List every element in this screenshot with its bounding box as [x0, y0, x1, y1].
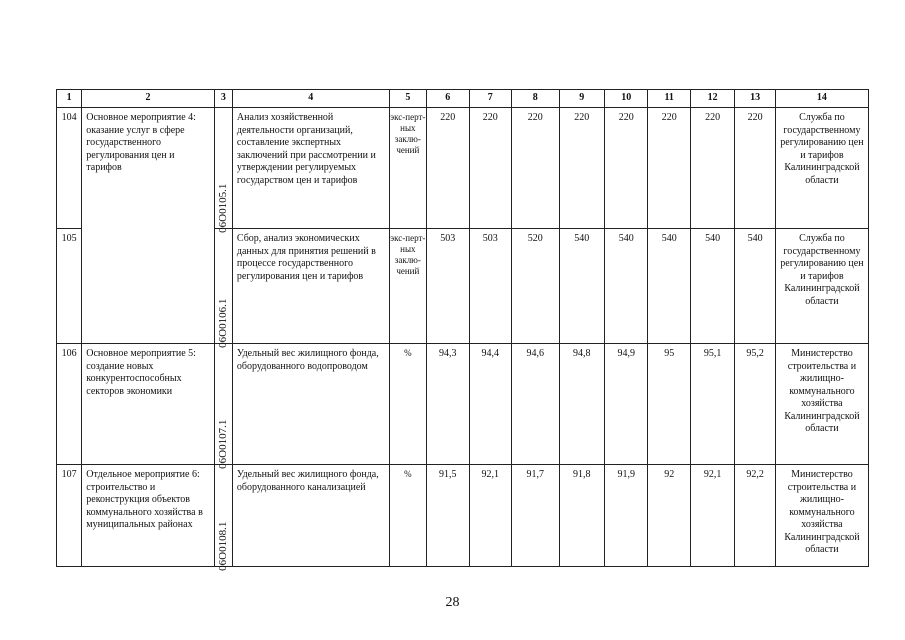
- column-number: 5: [389, 90, 426, 108]
- column-number-row: [57, 90, 869, 108]
- value-cell: 220: [605, 108, 648, 229]
- event-code-cell: [214, 465, 232, 571]
- executor: Министерство строительства и жилищно-коммунального хозяйства Калининградской области: [775, 465, 868, 567]
- event-code: 06O0105.1: [217, 183, 230, 233]
- unit: %: [389, 465, 426, 567]
- value-cell: 94,6: [511, 344, 559, 465]
- column-number: 14: [775, 90, 868, 108]
- event-code-cell: [214, 229, 232, 348]
- value-cell: 91,5: [427, 465, 469, 567]
- event-code-cell: [214, 108, 232, 233]
- table-row: [57, 465, 869, 567]
- program-indicators-table: [56, 89, 869, 571]
- row-number: 107: [57, 465, 82, 567]
- event-code: 06O0106.1: [217, 298, 230, 348]
- executor: Служба по государственному регулированию цен и тарифов Калининградской области: [775, 108, 868, 229]
- value-cell: 95: [648, 344, 690, 465]
- event-name: Отдельное мероприятие 6: строительство и реконструкция объектов коммунального хозяйства в муниципальных районах: [82, 465, 214, 567]
- value-cell: 540: [559, 229, 605, 344]
- value-cell: 92: [648, 465, 690, 567]
- table-row: [57, 108, 869, 229]
- indicator-name: Сбор, анализ экономических данных для принятия решений в процессе государственного регулирования цен и тарифов: [232, 229, 389, 344]
- executor: Служба по государственному регулированию цен и тарифов Калининградской области: [775, 229, 868, 344]
- indicator-name: Удельный вес жилищного фонда, оборудованного водопроводом: [232, 344, 389, 465]
- column-number: 7: [469, 90, 511, 108]
- column-number: 3: [214, 90, 232, 108]
- event-code: 06O0108.1: [217, 521, 230, 571]
- value-cell: 540: [690, 229, 734, 344]
- value-cell: 503: [427, 229, 469, 344]
- column-number: 11: [648, 90, 690, 108]
- column-number: 10: [605, 90, 648, 108]
- event-name: Основное мероприятие 4: оказание услуг в сфере государственного регулирования цен и тарифов: [82, 108, 214, 344]
- row-number: 106: [57, 344, 82, 465]
- column-number: 1: [57, 90, 82, 108]
- value-cell: 92,2: [735, 465, 775, 567]
- value-cell: 91,9: [605, 465, 648, 567]
- value-cell: 520: [511, 229, 559, 344]
- value-cell: 92,1: [469, 465, 511, 567]
- value-cell: 220: [690, 108, 734, 229]
- unit: экс-перт-ных заклю-чений: [389, 229, 426, 344]
- value-cell: 220: [648, 108, 690, 229]
- page-number: 28: [445, 595, 460, 610]
- indicator-name: Анализ хозяйственной деятельности организаций, составление экспертных заключений при рассмотрении и утверждении регулируемых государством цен и тарифов: [232, 108, 389, 229]
- executor: Министерство строительства и жилищно-коммунального хозяйства Калининградской области: [775, 344, 868, 465]
- table-row: [57, 344, 869, 465]
- column-number: 13: [735, 90, 775, 108]
- value-cell: 220: [427, 108, 469, 229]
- value-cell: 94,3: [427, 344, 469, 465]
- unit: экс-перт-ных заклю-чений: [389, 108, 426, 229]
- event-code-cell: [214, 344, 232, 469]
- value-cell: 94,4: [469, 344, 511, 465]
- column-number: 6: [427, 90, 469, 108]
- value-cell: 540: [605, 229, 648, 344]
- value-cell: 540: [735, 229, 775, 344]
- value-cell: 540: [648, 229, 690, 344]
- indicator-name: Удельный вес жилищного фонда, оборудованного канализацией: [232, 465, 389, 567]
- value-cell: 92,1: [690, 465, 734, 567]
- value-cell: 94,9: [605, 344, 648, 465]
- value-cell: 91,7: [511, 465, 559, 567]
- value-cell: 91,8: [559, 465, 605, 567]
- value-cell: 95,2: [735, 344, 775, 465]
- value-cell: 220: [469, 108, 511, 229]
- column-number: 8: [511, 90, 559, 108]
- column-number: 9: [559, 90, 605, 108]
- event-name: Основное мероприятие 5: создание новых конкурентоспособных секторов экономики: [82, 344, 214, 465]
- value-cell: 95,1: [690, 344, 734, 465]
- value-cell: 220: [511, 108, 559, 229]
- value-cell: 94,8: [559, 344, 605, 465]
- column-number: 4: [232, 90, 389, 108]
- value-cell: 220: [735, 108, 775, 229]
- event-code: 06O0107.1: [217, 419, 230, 469]
- value-cell: 503: [469, 229, 511, 344]
- row-number: 105: [57, 229, 82, 344]
- unit: %: [389, 344, 426, 465]
- value-cell: 220: [559, 108, 605, 229]
- row-number: 104: [57, 108, 82, 229]
- column-number: 2: [82, 90, 214, 108]
- column-number: 12: [690, 90, 734, 108]
